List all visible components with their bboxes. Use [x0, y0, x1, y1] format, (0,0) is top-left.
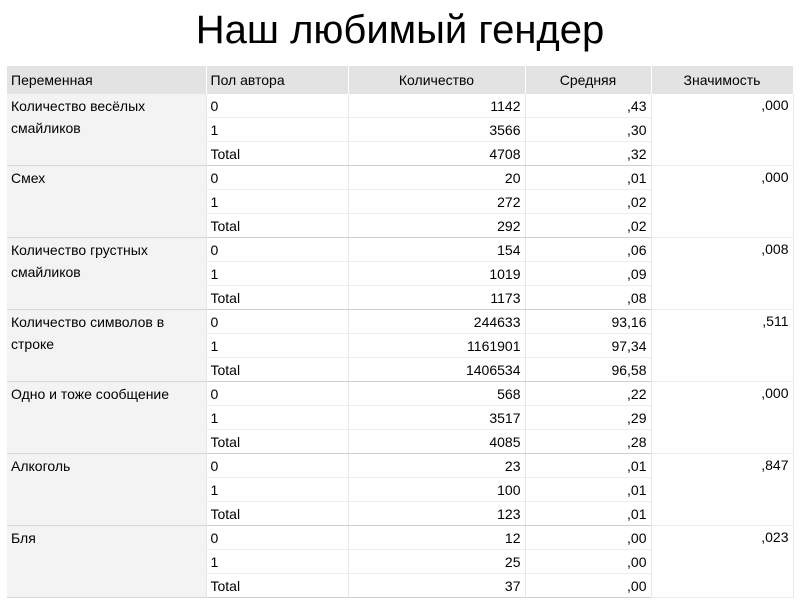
gender-cell: Total [206, 502, 348, 526]
gender-cell: 1 [206, 334, 348, 358]
mean-cell: ,43 [525, 94, 651, 118]
significance-cell: ,000 [651, 166, 793, 238]
gender-cell: Total [206, 574, 348, 598]
table-row [7, 238, 793, 262]
table-body [7, 94, 793, 598]
variable-cell: Количество символов в строке [7, 310, 206, 382]
count-cell: 154 [348, 238, 525, 262]
gender-cell: 0 [206, 166, 348, 190]
count-cell: 292 [348, 214, 525, 238]
count-cell: 23 [348, 454, 525, 478]
mean-cell: ,02 [525, 190, 651, 214]
variable-cell: Бля [7, 526, 206, 598]
count-cell: 123 [348, 502, 525, 526]
count-cell: 272 [348, 190, 525, 214]
table-row [7, 526, 793, 550]
count-cell: 244633 [348, 310, 525, 334]
mean-cell: ,01 [525, 502, 651, 526]
slide-title: Наш любимый гендер [195, 8, 605, 52]
mean-cell: ,01 [525, 166, 651, 190]
gender-cell: 0 [206, 94, 348, 118]
variable-cell: Смех [7, 166, 206, 238]
significance-cell: ,008 [651, 238, 793, 310]
count-cell: 3517 [348, 406, 525, 430]
mean-cell: ,28 [525, 430, 651, 454]
header-mean: Средняя [525, 66, 651, 94]
significance-cell: ,847 [651, 454, 793, 526]
mean-cell: ,29 [525, 406, 651, 430]
significance-cell: ,023 [651, 526, 793, 598]
gender-cell: 1 [206, 118, 348, 142]
gender-cell: 0 [206, 238, 348, 262]
count-cell: 3566 [348, 118, 525, 142]
header-count: Количество [348, 66, 525, 94]
count-cell: 4708 [348, 142, 525, 166]
mean-cell: ,01 [525, 478, 651, 502]
count-cell: 1406534 [348, 358, 525, 382]
table-row [7, 94, 793, 118]
mean-cell: ,06 [525, 238, 651, 262]
mean-cell: ,08 [525, 286, 651, 310]
table-row [7, 166, 793, 190]
mean-cell: ,32 [525, 142, 651, 166]
mean-cell: 93,16 [525, 310, 651, 334]
count-cell: 12 [348, 526, 525, 550]
count-cell: 568 [348, 382, 525, 406]
count-cell: 20 [348, 166, 525, 190]
significance-cell: ,000 [651, 382, 793, 454]
header-gender: Пол автора [206, 66, 348, 94]
gender-cell: 1 [206, 478, 348, 502]
count-cell: 1173 [348, 286, 525, 310]
table-row [7, 382, 793, 406]
gender-cell: 0 [206, 454, 348, 478]
gender-cell: 1 [206, 406, 348, 430]
table-row [7, 310, 793, 334]
mean-cell: 97,34 [525, 334, 651, 358]
count-cell: 37 [348, 574, 525, 598]
mean-cell: ,00 [525, 574, 651, 598]
gender-cell: Total [206, 142, 348, 166]
gender-cell: Total [206, 430, 348, 454]
gender-cell: 1 [206, 550, 348, 574]
mean-cell: ,22 [525, 382, 651, 406]
mean-cell: ,00 [525, 526, 651, 550]
significance-cell: ,000 [651, 94, 793, 166]
gender-cell: 1 [206, 190, 348, 214]
gender-cell: Total [206, 358, 348, 382]
significance-cell: ,511 [651, 310, 793, 382]
variable-cell: Количество весёлых смайликов [7, 94, 206, 166]
mean-cell: ,30 [525, 118, 651, 142]
mean-cell: ,09 [525, 262, 651, 286]
gender-cell: Total [206, 214, 348, 238]
table-header-row [7, 66, 793, 94]
mean-cell: ,02 [525, 214, 651, 238]
count-cell: 1161901 [348, 334, 525, 358]
count-cell: 100 [348, 478, 525, 502]
header-variable: Переменная [7, 66, 206, 94]
mean-cell: ,01 [525, 454, 651, 478]
gender-cell: Total [206, 286, 348, 310]
gender-cell: 1 [206, 262, 348, 286]
statistics-table [7, 66, 794, 598]
variable-cell: Одно и тоже сообщение [7, 382, 206, 454]
gender-cell: 0 [206, 526, 348, 550]
variable-cell: Количество грустных смайликов [7, 238, 206, 310]
count-cell: 1142 [348, 94, 525, 118]
header-significance: Значимость [651, 66, 793, 94]
gender-cell: 0 [206, 310, 348, 334]
table-row [7, 454, 793, 478]
count-cell: 25 [348, 550, 525, 574]
mean-cell: ,00 [525, 550, 651, 574]
gender-cell: 0 [206, 382, 348, 406]
variable-cell: Алкоголь [7, 454, 206, 526]
count-cell: 1019 [348, 262, 525, 286]
count-cell: 4085 [348, 430, 525, 454]
mean-cell: 96,58 [525, 358, 651, 382]
